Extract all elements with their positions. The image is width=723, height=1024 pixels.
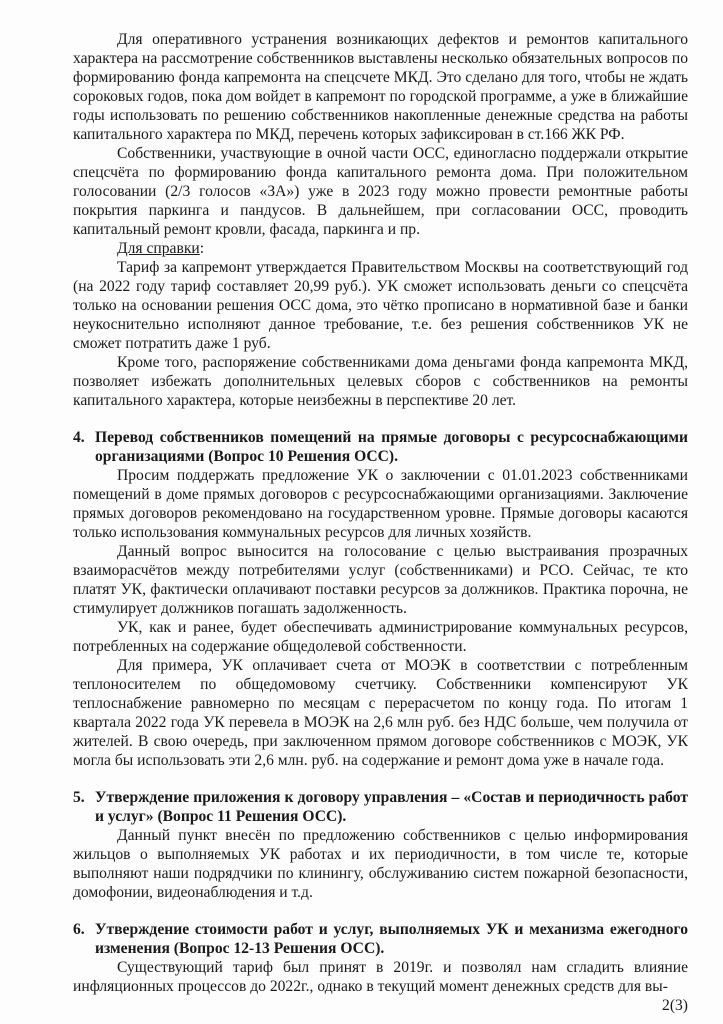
section-number: 5. xyxy=(73,789,85,806)
section-5-paragraph-1: Данный пункт внесён по предложению собственников с целью информирования жильцов о выполняемых УК работах и их периодичности, в том числе те, которые выполняют наши подрядчики по клинингу, обслуживанию систем пожарной безопасности, домофонии, видеонаблюдения и т.д. xyxy=(73,827,688,901)
section-6-paragraph-1: Существующий тариф был принят в 2019г. и позволял нам сгладить влияние инфляционных процессов до 2022г., однако в текущий момент денежных средств для вы- xyxy=(73,959,688,995)
intro-paragraph-1: Для оперативного устранения возникающих дефектов и ремонтов капитального характера на рассмотрение собственников выставлены несколько обязательных вопросов по формированию фонда капремонта на спецсчете МКД. Это сделано для того, чтобы не ждать сороковых годов, пока дом войдет в капремонт по городской программе, а уже в ближайшие годы использовать по решению собственников накопленные денежные средства на работы капитального характера по МКД, перечень которых зафиксирован в ст.166 ЖК РФ. xyxy=(73,31,688,143)
section-4-paragraph-3: УК, как и ранее, будет обеспечивать администрирование коммунальных ресурсов, потребленных на содержание общедолевой собственности. xyxy=(73,619,688,655)
section-4-paragraph-2: Данный вопрос выносится на голосование с целью выстраивания прозрачных взаиморасчётов между потребителями услуг (собственниками) и РСО. Сейчас, те кто платят УК, фактически оплачивают поставки ресурсов за должников. Практика порочна, не стимулирует должников погашать задолженность. xyxy=(73,543,688,617)
section-title: Утверждение приложения к договору управления – «Состав и периодичность работ и услуг» (Вопрос 11 Решения ОСС). xyxy=(95,789,688,825)
section-number: 6. xyxy=(73,921,85,938)
section-title: Утверждение стоимости работ и услуг, выполняемых УК и механизма ежегодного изменения (Вопрос 12-13 Решения ОСС). xyxy=(95,921,688,957)
section-6-heading xyxy=(73,920,688,958)
section-number: 4. xyxy=(73,429,85,446)
reference-paragraph-1: Тариф за капремонт утверждается Правительством Москвы на соответствующий год (на 2022 году тариф составляет 20,99 руб.). УК сможет использовать деньги со спецсчёта только на основании решения ОСС дома, это чётко прописано в нормативной базе и банки неукоснительно исполняют данное требование, т.е. без решения собственников УК не сможет потратить даже 1 руб. xyxy=(73,259,688,352)
page-number: 2(3) xyxy=(662,997,688,1014)
section-5-heading xyxy=(73,788,688,826)
reference-paragraph-2: Кроме того, распоряжение собственниками дома деньгами фонда капремонта МКД, позволяет избежать дополнительных целевых сборов с собственников на ремонты капитального характера, которые неизбежны в перспективе 20 лет. xyxy=(73,354,688,409)
section-4-heading xyxy=(73,428,688,466)
intro-paragraph-2: Собственники, участвующие в очной части ОСС, единогласно поддержали открытие спецсчёта по формированию фонда капитального ремонта дома. При положительном голосовании (2/3 голосов «ЗА») уже в 2023 году можно провести ремонтные работы покрытия паркинга и пандусов. В дальнейшем, при согласовании ОСС, проводить капитальный ремонт кровли, фасада, паркинга и пр. xyxy=(73,145,688,238)
section-title: Перевод собственников помещений на прямые договоры с ресурсоснабжающими организациями (Вопрос 10 Решения ОСС). xyxy=(95,429,688,465)
section-4-paragraph-4: Для примера, УК оплачивает счета от МОЭК в соответствии с потребленным теплоносителем по общедомовому счетчику. Собственники компенсируют УК теплоснабжение равномерно по месяцам с перерасчетом по концу года. По итогам 1 квартала 2022 года УК перевела в МОЭК на 2,6 млн руб. без НДС больше, чем получила от жителей. В свою очередь, при заключенном прямом договоре собственников с МОЭК, УК могла бы использовать эти 2,6 млн. руб. на содержание и ремонт дома уже в начале года. xyxy=(73,657,688,769)
section-4-paragraph-1: Просим поддержать предложение УК о заключении с 01.01.2023 собственниками помещений в доме прямых договоров с ресурсоснабжающими организациями. Заключение прямых договоров рекомендовано на государственном уровне. Прямые договоры касаются только использования коммунальных ресурсов для личных хозяйств. xyxy=(73,467,688,541)
reference-label: Для справки xyxy=(117,240,200,257)
document-body xyxy=(73,30,688,996)
reference-label-line: Для справки: xyxy=(117,240,205,257)
